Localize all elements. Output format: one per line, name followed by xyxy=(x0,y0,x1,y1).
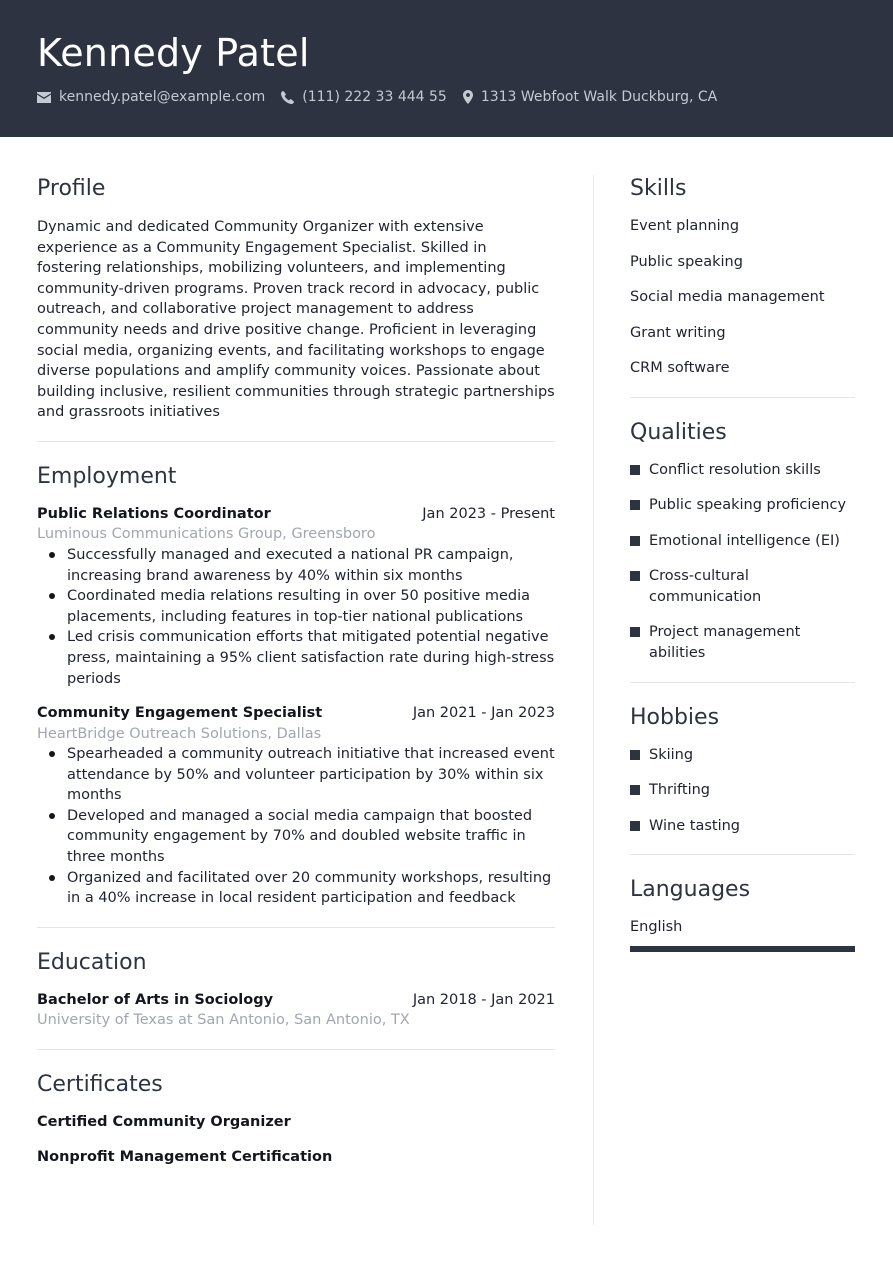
job-bullet: Developed and managed a social media campaign that boosted community engagement by 70% and doubled website traffic in three months xyxy=(37,806,555,868)
job-dates: Jan 2023 - Present xyxy=(422,505,555,522)
hobby-item: Thrifting xyxy=(630,780,855,801)
hobbies-title: Hobbies xyxy=(630,704,720,730)
degree: Bachelor of Arts in Sociology xyxy=(37,991,274,1008)
job-entry xyxy=(37,703,555,909)
phone-icon xyxy=(281,91,294,104)
profile-text: Dynamic and dedicated Community Organizer with extensive experience as a Community Engagement Specialist. Skilled in fostering relationships, mobilizing volunteers, and implementing community-driven programs. Proven track record in advocacy, public outreach, and collaborative project management to address community needs and drive positive change. Proficient in leveraging social media, organizing events, and facilitating workshops to engage diverse populations and amplify community voices. Passionate about building inclusive, resilient communities through strategic partnerships and grassroots initiatives xyxy=(37,219,555,421)
languages-section xyxy=(630,875,855,952)
job-dates: Jan 2021 - Jan 2023 xyxy=(412,705,555,722)
job-bullet: Organized and facilitated over 20 community workshops, resulting in a 40% increase in local resident participation and feedback xyxy=(37,868,555,909)
quality-item: Project management abilities xyxy=(630,622,855,663)
education-dates: Jan 2018 - Jan 2021 xyxy=(412,991,555,1008)
quality-item: Cross-cultural communication xyxy=(630,566,855,607)
main-column xyxy=(37,174,555,1168)
column-divider xyxy=(593,175,594,1225)
job-bullet: Spearheaded a community outreach initiative that increased event attendance by 50% and volunteer participation by 30% within six months xyxy=(37,744,555,806)
profile-section xyxy=(37,174,555,423)
education-title: Education xyxy=(37,949,147,975)
language-level-bar xyxy=(630,946,855,952)
job-header xyxy=(37,703,555,724)
hobby-item: Wine tasting xyxy=(630,816,855,837)
section-divider xyxy=(630,854,855,855)
job-title: Community Engagement Specialist xyxy=(37,705,323,722)
envelope-icon xyxy=(37,92,51,103)
quality-item: Conflict resolution skills xyxy=(630,460,855,481)
education-header xyxy=(37,990,555,1011)
address-text: 1313 Webfoot Walk Duckburg, CA xyxy=(480,89,718,105)
employment-section xyxy=(37,462,555,909)
job-bullet: Successfully managed and executed a national PR campaign, increasing brand awareness by 40% within six months xyxy=(37,545,555,586)
skill-item: Grant writing xyxy=(630,324,726,341)
section-divider xyxy=(37,1049,555,1050)
qualities-section xyxy=(630,418,855,664)
section-divider xyxy=(37,927,555,928)
certificate-item: Nonprofit Management Certification xyxy=(37,1149,333,1166)
section-divider xyxy=(630,682,855,683)
job-header xyxy=(37,504,555,525)
resume-header xyxy=(0,0,893,137)
job-organization: HeartBridge Outreach Solutions, Dallas xyxy=(37,725,322,742)
job-bullets xyxy=(37,545,555,689)
skills-section xyxy=(630,174,855,379)
contact-address[interactable] xyxy=(463,89,717,105)
side-column xyxy=(630,174,855,952)
certificate-item: Certified Community Organizer xyxy=(37,1113,291,1130)
job-bullet: Coordinated media relations resulting in over 50 positive media placements, including features in top-tier national publications xyxy=(37,586,555,627)
email-text: kennedy.patel@example.com xyxy=(59,89,266,105)
skill-item: Social media management xyxy=(630,289,825,305)
job-organization: Luminous Communications Group, Greensboro xyxy=(37,526,376,543)
job-entry xyxy=(37,504,555,689)
phone-text: (111) 222 33 444 55 xyxy=(302,89,447,105)
skill-item: Event planning xyxy=(630,218,740,234)
map-marker-icon xyxy=(463,90,473,104)
job-title: Public Relations Coordinator xyxy=(37,505,271,522)
section-divider xyxy=(630,397,855,398)
quality-item: Public speaking proficiency xyxy=(630,495,855,516)
qualities-title: Qualities xyxy=(630,419,727,445)
hobbies-section xyxy=(630,703,855,837)
education-section xyxy=(37,948,555,1031)
employment-title: Employment xyxy=(37,463,177,489)
job-bullets xyxy=(37,744,555,909)
job-bullet: Led crisis communication efforts that mitigated potential negative press, maintaining a 95% client satisfaction rate during high-stress periods xyxy=(37,627,555,689)
candidate-name: Kennedy Patel xyxy=(37,31,310,75)
certificates-section xyxy=(37,1070,555,1168)
profile-title: Profile xyxy=(37,176,106,201)
contact-email[interactable] xyxy=(37,89,265,105)
skill-item: CRM software xyxy=(630,360,730,376)
skill-item: Public speaking xyxy=(630,253,743,270)
school: University of Texas at San Antonio, San Antonio, TX xyxy=(37,1012,410,1029)
languages-title: Languages xyxy=(630,877,751,903)
contact-info xyxy=(37,89,733,105)
language-name: English xyxy=(630,919,683,936)
quality-item: Emotional intelligence (EI) xyxy=(630,531,855,552)
skills-title: Skills xyxy=(630,176,687,201)
certificates-title: Certificates xyxy=(37,1071,163,1097)
hobby-item: Skiing xyxy=(630,745,855,766)
contact-phone[interactable] xyxy=(281,89,447,105)
section-divider xyxy=(37,441,555,442)
